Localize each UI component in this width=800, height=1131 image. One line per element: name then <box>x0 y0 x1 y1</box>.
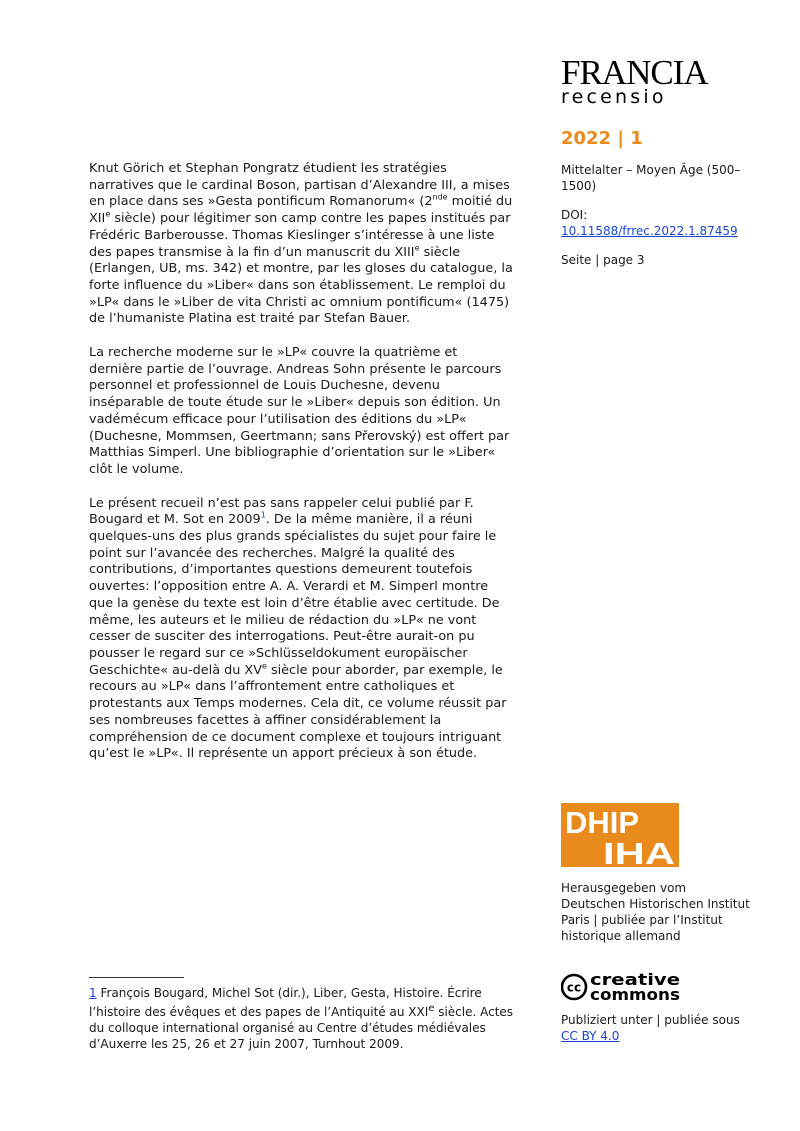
cc-logo-line1: creative <box>590 972 681 989</box>
footnote-ref-1[interactable]: 1 <box>260 511 266 521</box>
paragraph-3: Le présent recueil n’est pas sans rappeler celui publié par F. Bougard et M. Sot en 2009$^1$. De la même manière, il a réuni quelques-uns des plus grands spécialistes du sujet pour faire le point sur l’avancée des recherches. Malgré la qualité des contributions, d’importantes questions demeurent toutefois ouvertes: l’opposition entre A. A. Verardi et M. Simperl montre que la genèse du texte est loin d’être établie avec certitude. De même, les auteurs et le milieu de rédaction du »LP« ne vont cesser de susciter des interrogations. Peut-être aurait-on pu pousser le regard sur ce »Schlüsseldokument europäischer Geschichte« au-delà du XVe siècle pour aborder, par exemple, le recours au »LP« dans l’affrontement entre catholiques et protestants aux Temps modernes. Cela dit, ce volume réussit par ses nombreuses facettes à affiner considérablement la compréhension de ce document complexe et toujours intriguant qu’est le »LP«. Il représente un apport précieux à son étude. <box>89 495 507 762</box>
dhip-logo-top-text: DHIP <box>565 805 639 840</box>
doi-label: DOI: <box>561 208 588 222</box>
doi-link[interactable]: 10.11588/frrec.2022.1.87459 <box>561 224 738 238</box>
cc-logo-line2: commons <box>590 985 680 1002</box>
francia-recensio-logo <box>561 53 719 108</box>
footnote-divider <box>89 977 184 978</box>
review-body <box>89 161 514 780</box>
dhip-iha-logo <box>561 803 679 867</box>
logo-recensio-text: recensio <box>561 86 667 108</box>
paragraph-1: Knut Görich et Stephan Pongratz étudient les stratégies narratives que le cardinal Boson, partisan d’Alexandre III, a mises en place dans ses »Gesta pontificum Romanorum« (2nde moitié du XIIe siècle) pour légitimer son camp contre les papes institués par Frédéric Barberousse. Thomas Kieslinger s’intéresse à une liste des papes transmise à la fin d’un manuscrit du XIIIe siècle (Erlangen, UB, ms. 342) et montre, par les gloses du catalogue, la forte influence du »Liber« dans son établissement. Le remploi du »LP« dans le »Liber de vita Christi ac omnium pontificum« (1475) de l’humaniste Platina est traité par Stefan Bauer. <box>89 161 513 327</box>
license-block <box>561 1012 751 1044</box>
license-link[interactable]: CC BY 4.0 <box>561 1029 620 1043</box>
footnote-1: 1 François Bougard, Michel Sot (dir.), Liber, Gesta, Histoire. Écrire l’histoire des évêques et des papes de l’Antiquité au XXIe siècle. Actes du colloque international organisé au Centre d’études médiévales d’Auxerre les 25, 26 et 27 juin 2007, Turnhout 2009. <box>89 986 514 1051</box>
publisher-text: Herausgegeben vom Deutschen Historischen Institut Paris | publiée par l’Institut historique allemand <box>561 881 750 943</box>
footnote-number[interactable]: 1 <box>89 986 97 1000</box>
issue-number: 2022 | 1 <box>561 128 643 149</box>
dhip-logo-bottom-text: IHA <box>603 836 675 867</box>
creative-commons-logo <box>561 972 683 1002</box>
cc-icon-letters: cc <box>566 980 582 995</box>
paragraph-2: La recherche moderne sur le »LP« couvre la quatrième et dernière partie de l’ouvrage. Andreas Sohn présente le parcours personnel et professionnel de Louis Duchesne, devenu inséparable de toute étude sur le »Liber« depuis son édition. Un vadémécum efficace pour l’utilisation des éditions du »LP« (Duchesne, Mommsen, Geertmann; sans Přerovský) est offert par Matthias Simperl. Une bibliographie d’orientation sur le »Liber« clôt le volume. <box>89 345 510 477</box>
period-label: Mittelalter – Moyen Âge (500–1500) <box>561 163 741 193</box>
doi-block <box>561 207 751 239</box>
page-label: Seite | page 3 <box>561 253 645 267</box>
logo-francia-text: FRANCIA <box>561 53 708 92</box>
license-text: Publiziert unter | publiée sous <box>561 1013 740 1027</box>
